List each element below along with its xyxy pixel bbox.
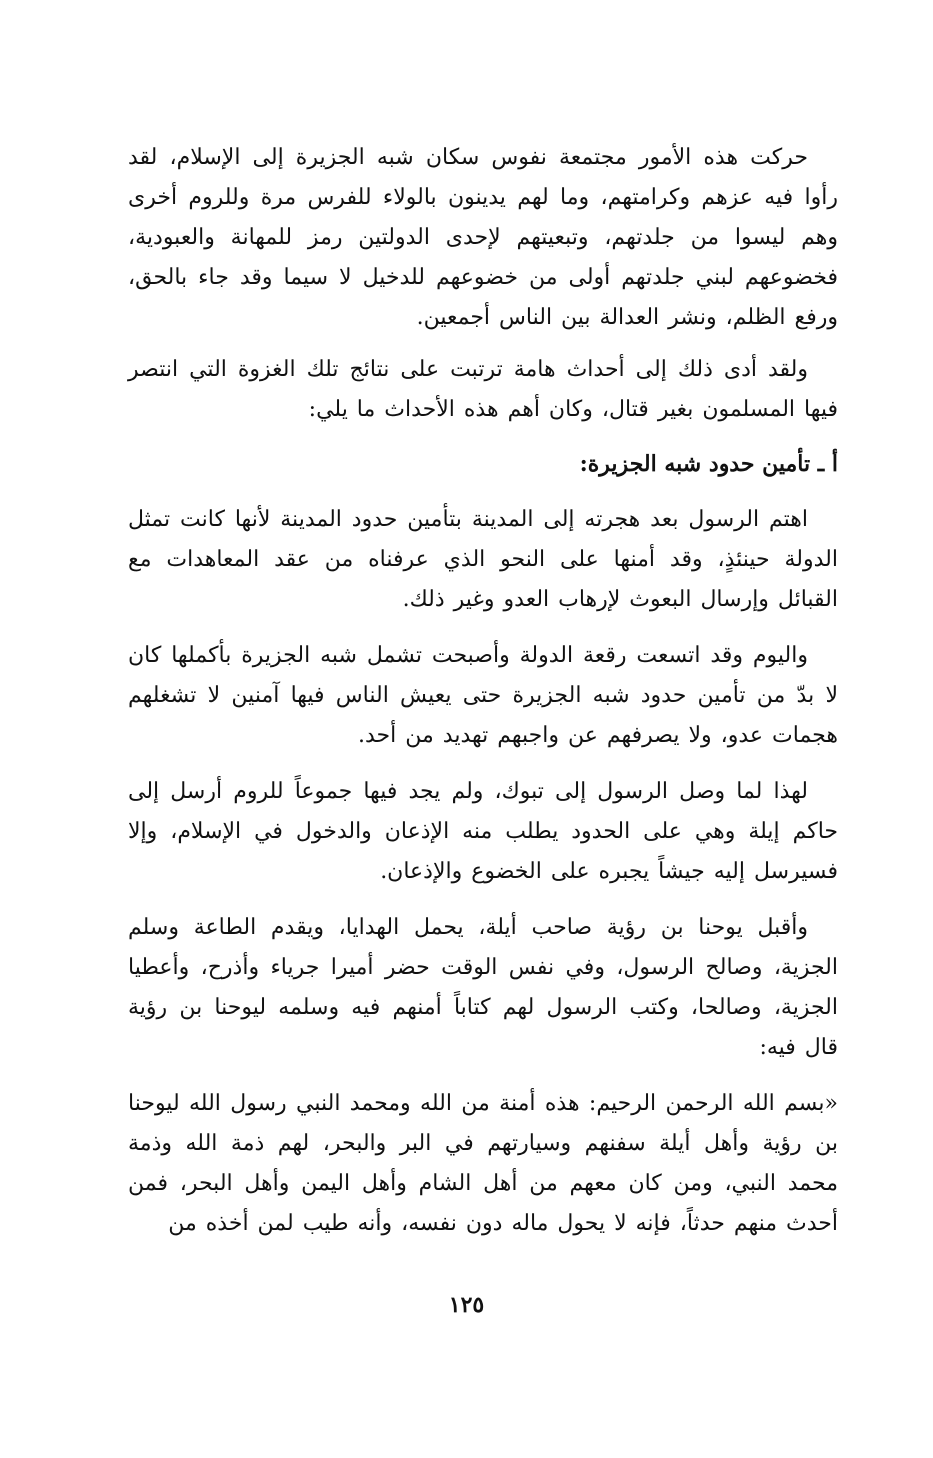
page-number: ١٢٥ bbox=[448, 1292, 485, 1318]
paragraph-7-quote: «بسم الله الرحمن الرحيم: هذه أمنة من الله ومحمد النبي رسول الله ليوحنا بن رؤية وأهل أيلة سفنهم وسيارتهم في البر والبحر، لهم ذمة الله وذمة محمد النبي، ومن كان معهم من أهل الشام وأهل اليمن وأهل البحر، فمن أحدث منهم حدثاً، فإنه لا يحول ماله دون نفسه، وأنه طيب لمن أخذه من bbox=[128, 1091, 838, 1236]
paragraph-4: واليوم وقد اتسعت رقعة الدولة وأصبحت تشمل شبه الجزيرة بأكملها كان لا بدّ من تأمين حدود شبه الجزيرة حتى يعيش الناس فيها آمنين لا تشغلهم هجمات عدو، ولا يصرفهم عن واجبهم تهديد من أحد. bbox=[128, 643, 838, 748]
paragraph-1: حركت هذه الأمور مجتمعة نفوس سكان شبه الجزيرة إلى الإسلام، لقد رأوا فيه عزهم وكرامتهم، وما لهم يدينون بالولاء للفرس مرة وللروم أخرى وهم ليسوا من جلدتهم، وتبعيتهم لإحدى الدولتين رمز للمهانة والعبودية، فخضوعهم لبني جلدتهم أولى من خضوعهم للدخيل لا سيما وقد جاء بالحق، ورفع الظلم، ونشر العدالة بين الناس أجمعين. bbox=[128, 145, 838, 330]
page-body bbox=[128, 138, 838, 1244]
paragraph-3: اهتم الرسول بعد هجرته إلى المدينة بتأمين حدود المدينة لأنها كانت تمثل الدولة حينئذٍ، وقد أمنها على النحو الذي عرفناه من عقد المعاهدات مع القبائل وإرسال البعوث لإرهاب العدو وغير ذلك. bbox=[128, 507, 838, 612]
paragraph-6: وأقبل يوحنا بن رؤية صاحب أيلة، يحمل الهدايا، ويقدم الطاعة وسلم الجزية، وصالح الرسول، وفي نفس الوقت حضر أميرا جرياء وأذرح، وأعطيا الجزية، وصالحا، وكتب الرسول لهم كتاباً أمنهم فيه وسلمه ليوحنا بن رؤية قال فيه: bbox=[128, 915, 838, 1060]
paragraph-2: ولقد أدى ذلك إلى أحداث هامة ترتبت على نتائج تلك الغزوة التي انتصر فيها المسلمون بغير قتال، وكان أهم هذه الأحداث ما يلي: bbox=[128, 357, 838, 422]
section-heading: أ ـ تأمين حدود شبه الجزيرة: bbox=[579, 451, 838, 477]
paragraph-5: لهذا لما وصل الرسول إلى تبوك، ولم يجد فيها جموعاً للروم أرسل إلى حاكم إيلة وهي على الحدود يطلب منه الإذعان والدخول في الإسلام، وإلا فسيرسل إليه جيشاً يجبره على الخضوع والإذعان. bbox=[128, 779, 838, 884]
